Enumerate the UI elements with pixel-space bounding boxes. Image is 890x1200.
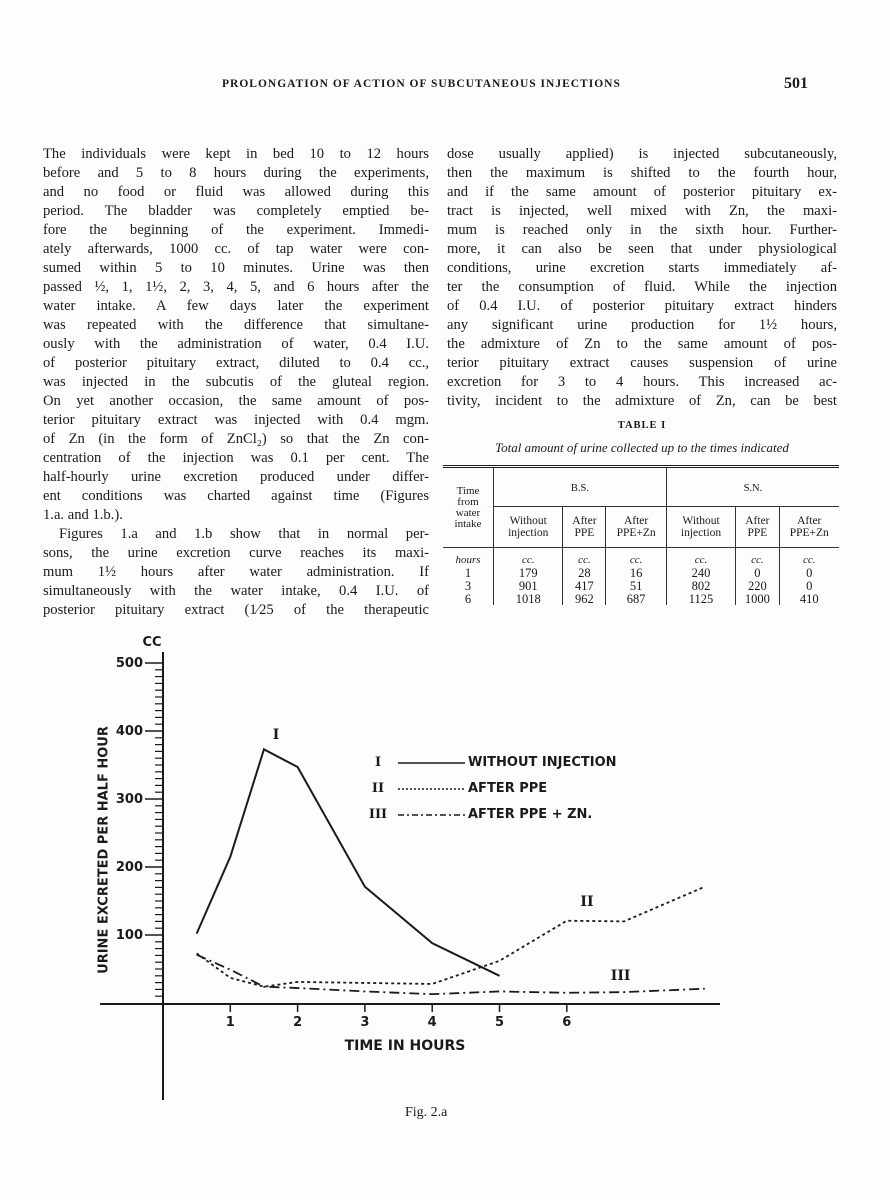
text-line: ately afterwards, 1000 cc. of tap water were con- [43, 241, 429, 257]
text-line: sons, the urine excretion curve reaches its maxi- [43, 545, 429, 561]
column-header: Without injection [494, 507, 563, 548]
column-header: After PPE+Zn [606, 507, 666, 548]
table-cell: 240 [666, 566, 735, 579]
text-line: of posterior pituitary extract, diluted to 0.4 cc., [43, 355, 429, 371]
text-line: excretion for 3 to 4 hours. This increased ac- [447, 374, 837, 390]
unit-cell: hours [455, 553, 481, 566]
y-tick-label: 300 [115, 792, 143, 807]
series-numeral-label: III [610, 967, 631, 984]
y-unit-label: CC [142, 635, 162, 650]
table-cell: 220 [736, 579, 779, 592]
text-line: water intake. A few days later the experiment [43, 298, 429, 314]
table-cell: 802 [666, 579, 735, 592]
text-line: tivity, incident to the admixture of Zn, can be best [447, 393, 837, 409]
text-line: terior pituitary extract causes suspension of urine [447, 355, 837, 371]
x-tick-label: 2 [293, 1015, 303, 1030]
series-numeral-label: II [580, 893, 594, 910]
legend-label: AFTER PPE [468, 781, 548, 796]
text-line: terior pituitary extract was injected with 0.4 mgm. [43, 412, 429, 428]
unit-cell: cc. [736, 548, 779, 567]
text-line: then the maximum is shifted to the fourth hour, [447, 165, 837, 181]
text-line: sumed within 5 to 10 minutes. Urine was then [43, 260, 429, 276]
time-header: Time from water intake [443, 467, 494, 548]
unit-cell: cc. [606, 548, 666, 567]
column-header: After PPE [736, 507, 779, 548]
text-line: period. The bladder was completely emptied be- [43, 203, 429, 219]
table-cell: 3 [464, 578, 472, 593]
running-head: PROLONGATION OF ACTION OF SUBCUTANEOUS INJECTIONS [222, 78, 621, 90]
table-cell: 1125 [666, 592, 735, 605]
legend-label: WITHOUT INJECTION [468, 755, 617, 770]
text-line: was injected in the subcutis of the gluteal region. [43, 374, 429, 390]
y-tick-label: 200 [115, 860, 143, 875]
x-tick-label: 5 [494, 1015, 505, 1030]
table-cell: 687 [606, 592, 666, 605]
unit-cell: cc. [779, 548, 839, 567]
left-column-text [43, 145, 429, 620]
table-cell: 410 [779, 592, 839, 605]
column-header: After PPE [563, 507, 606, 548]
table-cell: 51 [606, 579, 666, 592]
urine-table [443, 465, 839, 605]
table-cell: 1 [464, 565, 472, 580]
text-line: before and 5 to 8 hours during the experiments, [43, 165, 429, 181]
text-line: of 0.4 I.U. of posterior pituitary extract hinders [447, 298, 837, 314]
text-line: On yet another occasion, the same amount of pos- [43, 393, 429, 409]
text-line: simultaneously with the water intake, 0.4 I.U. of [43, 583, 429, 599]
y-tick-label: 500 [115, 656, 143, 671]
column-header: Without injection [666, 507, 735, 548]
figure-caption: Fig. 2.a [405, 1105, 448, 1120]
x-tick-label: 1 [225, 1015, 235, 1030]
unit-cell: cc. [563, 548, 606, 567]
text-line: passed ½, 1, 1½, 2, 3, 4, 5, and 6 hours after the [43, 279, 429, 295]
text-line: dose usually applied) is injected subcutaneously, [447, 146, 837, 162]
text-line: was repeated with the difference that simultane- [43, 317, 429, 333]
table-row [443, 592, 839, 605]
table-cell: 0 [779, 566, 839, 579]
y-axis-label: URINE EXCRETED PER HALF HOUR [96, 726, 112, 974]
text-line: Figures 1.a and 1.b show that in normal per- [59, 526, 429, 542]
series-line-i [197, 749, 500, 975]
table-cell: 0 [779, 579, 839, 592]
text-line: The individuals were kept in bed 10 to 12 hours [43, 146, 429, 162]
text-line: half-hourly urine excretion produced under differ- [43, 469, 429, 485]
table-cell: 1000 [736, 592, 779, 605]
x-axis-label: TIME IN HOURS [344, 1038, 466, 1054]
legend-numeral: III [368, 807, 388, 822]
x-tick-label: 4 [427, 1015, 437, 1030]
text-line: conditions, urine excretion starts immediately af- [447, 260, 837, 276]
text-line: centration of the injection was 0.1 per cent. The [43, 450, 429, 466]
table-cell: 0 [736, 566, 779, 579]
text-line: ent conditions was charted against time (Figures [43, 488, 429, 504]
text-line: of Zn (in the form of ZnCl₂) so that the Zn con- [43, 431, 429, 447]
text-line: and no food or fluid was allowed during this [43, 184, 429, 200]
text-line: ously with the administration of water, 0.4 I.U. [43, 336, 429, 352]
urine-excretion-chart [0, 620, 890, 1120]
group-header: S.N. [666, 467, 839, 507]
column-header: After PPE+Zn [779, 507, 839, 548]
table-title: TABLE I [617, 420, 667, 431]
table-row [443, 579, 839, 592]
group-header: B.S. [494, 467, 667, 507]
table-cell: 28 [563, 566, 606, 579]
legend-label: AFTER PPE + ZN. [468, 807, 593, 822]
table-cell: 1018 [494, 592, 563, 605]
x-tick-label: 3 [360, 1015, 370, 1030]
table-cell: 417 [563, 579, 606, 592]
y-tick-label: 100 [115, 928, 143, 943]
x-tick-label: 6 [562, 1015, 572, 1030]
text-line: any significant urine production for 1½ hours, [447, 317, 837, 333]
page-number: 501 [784, 75, 808, 92]
table-cell: 16 [606, 566, 666, 579]
text-line: ter the consumption of fluid. While the injection [447, 279, 837, 295]
y-tick-label: 400 [115, 724, 143, 739]
table-row [443, 566, 839, 579]
right-column-text [447, 145, 837, 411]
table-caption: Total amount of urine collected up to the times indicated [495, 440, 789, 455]
text-line: and if the same amount of posterior pituitary ex- [447, 184, 837, 200]
legend-numeral: II [371, 781, 385, 796]
text-line: fore the beginning of the experiment. Immedi- [43, 222, 429, 238]
unit-cell: cc. [494, 548, 563, 567]
text-line: tract is injected, well mixed with Zn, the maxi- [447, 203, 837, 219]
text-line: the admixture of Zn to the same amount of pos- [447, 336, 837, 352]
series-numeral-label: I [272, 727, 280, 744]
text-line: mum 1½ hours after water administration. If [43, 564, 429, 580]
text-line: posterior pituitary extract (1⁄25 of the therapeutic [43, 602, 429, 618]
text-line: mum is reached only in the sixth hour. Further- [447, 222, 837, 238]
table-cell: 179 [494, 566, 563, 579]
table-cell: 6 [464, 591, 472, 606]
text-line: 1.a. and 1.b.). [43, 507, 123, 523]
unit-cell: cc. [666, 548, 735, 567]
table-cell: 901 [494, 579, 563, 592]
legend-numeral: I [374, 755, 382, 770]
table-cell: 962 [563, 592, 606, 605]
text-line: more, it can also be seen that under physiological [447, 241, 837, 257]
